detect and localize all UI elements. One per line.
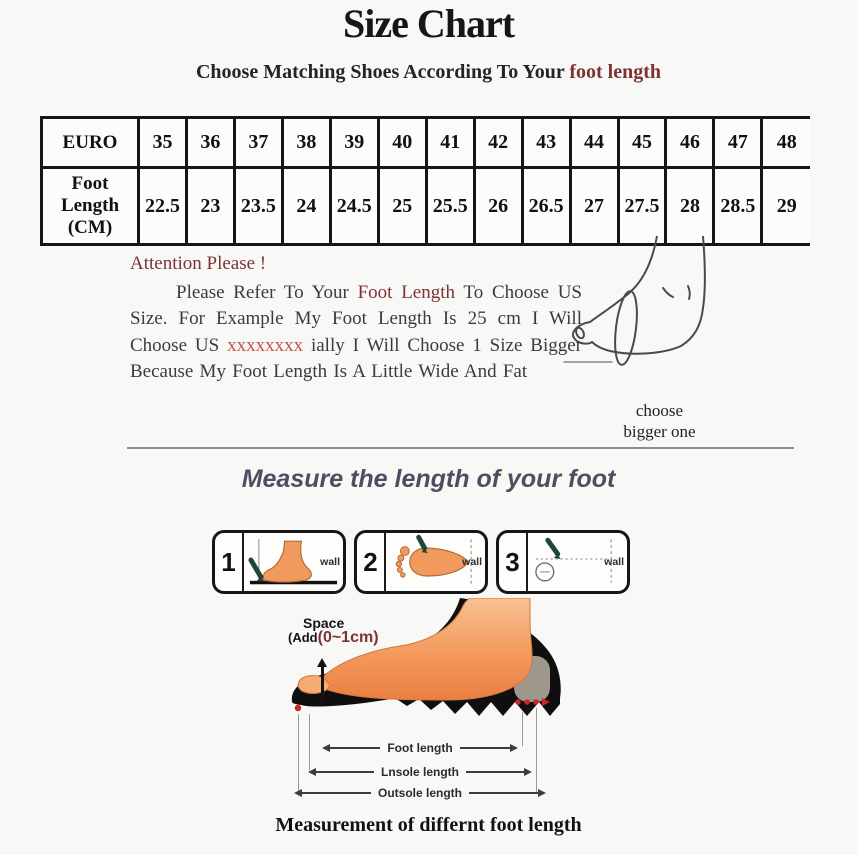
sketch-back-leg	[592, 236, 705, 354]
guide-line	[309, 714, 310, 770]
attention-text	[130, 280, 582, 386]
sketch-ankle-crease	[663, 288, 673, 297]
toe-marker-dot	[295, 705, 301, 711]
measure-steps	[212, 530, 630, 594]
toe	[397, 567, 402, 572]
size-table	[40, 116, 810, 246]
euro-size-cell: 45	[618, 118, 666, 168]
subtitle-text: Choose Matching Shoes According To Your	[195, 61, 570, 83]
arrow-right-icon	[524, 768, 532, 776]
space-label: Space	[303, 615, 345, 631]
measure-line	[316, 771, 374, 773]
euro-size-cell: 36	[186, 118, 234, 168]
euro-size-cell: 40	[378, 118, 426, 168]
foot-length-cell: 29	[762, 168, 810, 245]
measure-label: Foot length	[387, 741, 453, 755]
euro-size-cell: 39	[330, 118, 378, 168]
arrow-right-icon	[510, 744, 518, 752]
toe	[401, 573, 406, 578]
measure-line	[460, 747, 510, 749]
arrow-left-icon	[322, 744, 330, 752]
euro-size-cell: 48	[762, 118, 810, 168]
foot-length-cell: 28	[666, 168, 714, 245]
euro-size-cell: 46	[666, 118, 714, 168]
measure-line	[466, 771, 524, 773]
euro-size-cell: 47	[714, 118, 762, 168]
attention-redacted-text: xxxxxxxx	[227, 334, 304, 356]
arrow-left-icon	[308, 768, 316, 776]
guide-line	[522, 712, 523, 746]
attention-text-part: Please Refer To Your	[176, 281, 358, 303]
toe	[398, 555, 404, 561]
wall-label: wall	[320, 555, 340, 568]
measure-line	[330, 747, 380, 749]
pen-icon	[548, 540, 558, 554]
euro-size-cell: 35	[139, 118, 187, 168]
foot-length-row	[42, 168, 811, 245]
choose-bigger-note	[592, 400, 727, 443]
measure-row-foot-length	[322, 741, 518, 755]
measure-label: Outsole length	[378, 786, 462, 800]
foot-width-sketch	[562, 236, 752, 406]
foot-length-cell: 25	[378, 168, 426, 245]
heel-marker-dot	[524, 699, 530, 705]
euro-size-cell: 37	[234, 118, 282, 168]
choose-note-line1: choose	[635, 401, 684, 420]
measure-line	[469, 792, 538, 794]
foot-length-row-header: Foot Length (CM)	[42, 168, 139, 245]
foot-length-cell: 27.5	[618, 168, 666, 245]
foot-length-cell: 24	[282, 168, 330, 245]
heel-marker-dot	[515, 699, 521, 705]
foot-length-cell: 22.5	[139, 168, 187, 245]
step-panel-3	[496, 530, 630, 594]
step-number: 2	[357, 533, 386, 591]
foot-length-cell: 26	[474, 168, 522, 245]
sketch-front-shin	[590, 236, 657, 322]
euro-row	[42, 118, 811, 168]
foot-length-cell: 24.5	[330, 168, 378, 245]
foot-length-cell: 23	[186, 168, 234, 245]
step-number: 3	[499, 533, 528, 591]
measure-row-insole-length	[308, 765, 532, 779]
measure-heading: Measure the length of your foot	[241, 465, 616, 493]
subtitle	[0, 60, 857, 84]
foot-length-cell: 27	[570, 168, 618, 245]
subtitle-highlight: foot length	[569, 61, 662, 83]
arrow-left-icon	[294, 789, 302, 797]
attention-heading: Attention Please !	[130, 253, 267, 274]
toe	[400, 547, 409, 556]
choose-note-line2: bigger one	[623, 422, 696, 442]
sketch-ankle-crease	[688, 286, 690, 299]
measure-label: Lnsole length	[381, 765, 459, 779]
space-arrow	[321, 666, 324, 702]
euro-size-cell: 38	[282, 118, 330, 168]
attention-text-part: ially I Will Choose 1 Size Bigger Because My Foot Length Is A Little Wide And Fat	[130, 334, 582, 383]
euro-row-header: EURO	[42, 118, 139, 168]
foot-length-cell: 26.5	[522, 168, 570, 245]
divider-line	[127, 447, 794, 449]
step-panel-1	[212, 530, 346, 594]
pen-icon	[419, 537, 425, 548]
attention-block	[130, 252, 582, 386]
guide-line	[536, 708, 537, 794]
step-number: 1	[215, 533, 244, 591]
space-add-label	[288, 630, 379, 646]
foot-length-cell: 25.5	[426, 168, 474, 245]
pen-icon	[251, 560, 261, 577]
toe	[396, 561, 401, 566]
attention-text-part: To Choose US Size. For Example My Foot Length Is 25 cm I Will Choose US	[130, 281, 582, 356]
wall-label: wall	[462, 555, 482, 568]
foot-top-view	[410, 548, 468, 576]
euro-size-cell: 43	[522, 118, 570, 168]
attention-highlight: Foot Length	[357, 281, 456, 303]
guide-line	[298, 714, 299, 796]
measure-line	[302, 792, 371, 794]
caption: Measurement of differnt foot length	[275, 814, 582, 836]
euro-size-cell: 41	[426, 118, 474, 168]
wall-label: wall	[604, 555, 624, 568]
heel-marker-dot	[533, 699, 539, 705]
foot-side-view	[263, 541, 311, 582]
foot-length-cell: 23.5	[234, 168, 282, 245]
foot-and-ankle	[317, 598, 532, 700]
page-title: Size Chart	[342, 1, 515, 46]
space-add-value: (0~1cm)	[317, 629, 379, 646]
euro-size-cell: 44	[570, 118, 618, 168]
arrow-right-icon	[538, 789, 546, 797]
measure-row-outsole-length	[294, 786, 546, 800]
euro-size-cell: 42	[474, 118, 522, 168]
step-panel-2	[354, 530, 488, 594]
space-add-prefix: (Add	[288, 630, 318, 645]
foot-length-cell: 28.5	[714, 168, 762, 245]
